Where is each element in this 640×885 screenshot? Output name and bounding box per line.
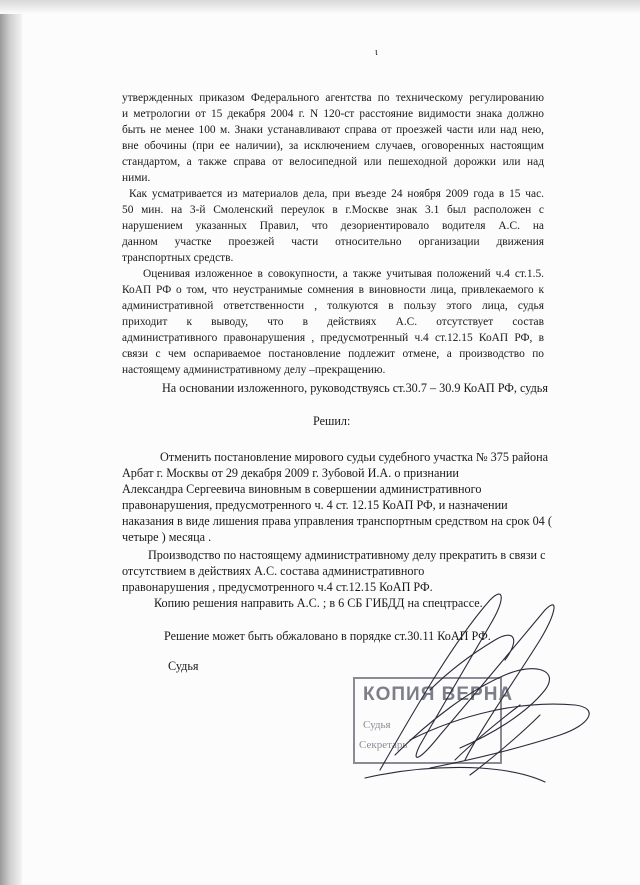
resolution-line: наказания в виде лишения права управления транспортным средством на срок 04 ( bbox=[122, 514, 552, 528]
paragraph3-line: приходит к выводу, что в действиях А.С. отсутствует состав bbox=[122, 316, 544, 328]
paragraph1-line: стандартом, а также справа от велосипедной или пешеходной дорожки или над bbox=[122, 156, 544, 168]
paragraph1-line: и метрологии от 15 декабря 2004 г. N 120-ст расстояние видимости знака должно bbox=[122, 108, 544, 120]
paragraph2-line: данном участке проезжей части относительно организации движения bbox=[122, 236, 544, 248]
copy-line: Копию решения направить А.С. ; в 6 СБ ГИБДД на спецтрассе. bbox=[154, 596, 483, 610]
paragraph3-line: административного правонарушения , предусмотренный ч.4 ст.12.15 КоАП РФ, в bbox=[122, 332, 544, 344]
signature-label: Судья bbox=[168, 659, 199, 673]
stamp-judge-line: Судья bbox=[363, 719, 391, 731]
resolution-line: Александра Сергеевича виновным в совершении административного bbox=[122, 482, 482, 496]
paragraph3-line: связи с чем оспариваемое постановление подлежит отмене, а производство по bbox=[122, 348, 544, 360]
paragraph2-line: Как усматривается из материалов дела, при въезде 24 ноября 2009 года в 15 час. bbox=[129, 188, 544, 200]
paragraph3-line: Оценивая изложенное в совокупности, а также учитывая положений ч.4 ст.1.5. bbox=[143, 268, 544, 280]
scan-speck: ι bbox=[375, 47, 378, 58]
paragraph1-line: быть не менее 100 м. Знаки устанавливают справа от проезжей части или над нею, bbox=[122, 124, 544, 136]
stamp-title: КОПИЯ ВЕРНА bbox=[363, 684, 514, 705]
paragraph3-line: административной ответственности , толкуются в пользу этого лица, судья bbox=[122, 300, 544, 312]
paragraph3-line: КоАП РФ о том, что неустранимые сомнения в виновности лица, привлекаемого к bbox=[122, 284, 544, 296]
paragraph2-line: нарушением указанных Правил, что дезориентировало водителя А.С. на bbox=[122, 220, 544, 232]
paragraph1-line: вне обочины (при ее наличии), за исключением случаев, оговоренных настоящим bbox=[122, 140, 544, 152]
paragraph1-line: ними. bbox=[122, 172, 151, 184]
paragraph3-line: настоящему административному делу –прекращению. bbox=[122, 364, 386, 376]
paragraph2-line: транспортных средств. bbox=[122, 252, 234, 264]
resolution-line: Арбат г. Москвы от 29 декабря 2009 г. Зубовой И.А. о признании bbox=[122, 466, 459, 480]
paragraph2-line: 50 мин. на 3-й Смоленский переулок в г.Москве знак 3.1 был расположен с bbox=[122, 204, 544, 216]
resolution-line: Отменить постановление мирового судьи судебного участка № 375 района bbox=[160, 450, 549, 464]
stamp-secretary-line: Секретарь bbox=[359, 739, 408, 751]
termination-line: отсутствием в действиях А.С. состава административного bbox=[122, 564, 425, 578]
basis-line: На основании изложенного, руководствуясь ст.30.7 – 30.9 КоАП РФ, судья bbox=[162, 381, 548, 395]
resolution-line: правонарушения, предусмотренного ч. 4 ст. 12.15 КоАП РФ, и назначении bbox=[122, 498, 508, 512]
termination-line: Производство по настоящему административному делу прекратить в связи с bbox=[148, 548, 546, 562]
decision-heading: Решил: bbox=[313, 414, 351, 428]
paragraph1-line: утвержденных приказом Федерального агентства по техническому регулированию bbox=[122, 92, 544, 104]
appeal-line: Решение может быть обжаловано в порядке ст.30.11 КоАП РФ. bbox=[164, 629, 491, 643]
resolution-line: четыре ) месяца . bbox=[122, 530, 212, 544]
termination-line: правонарушения , предусмотренного ч.4 ст.12.15 КоАП РФ. bbox=[122, 580, 433, 594]
